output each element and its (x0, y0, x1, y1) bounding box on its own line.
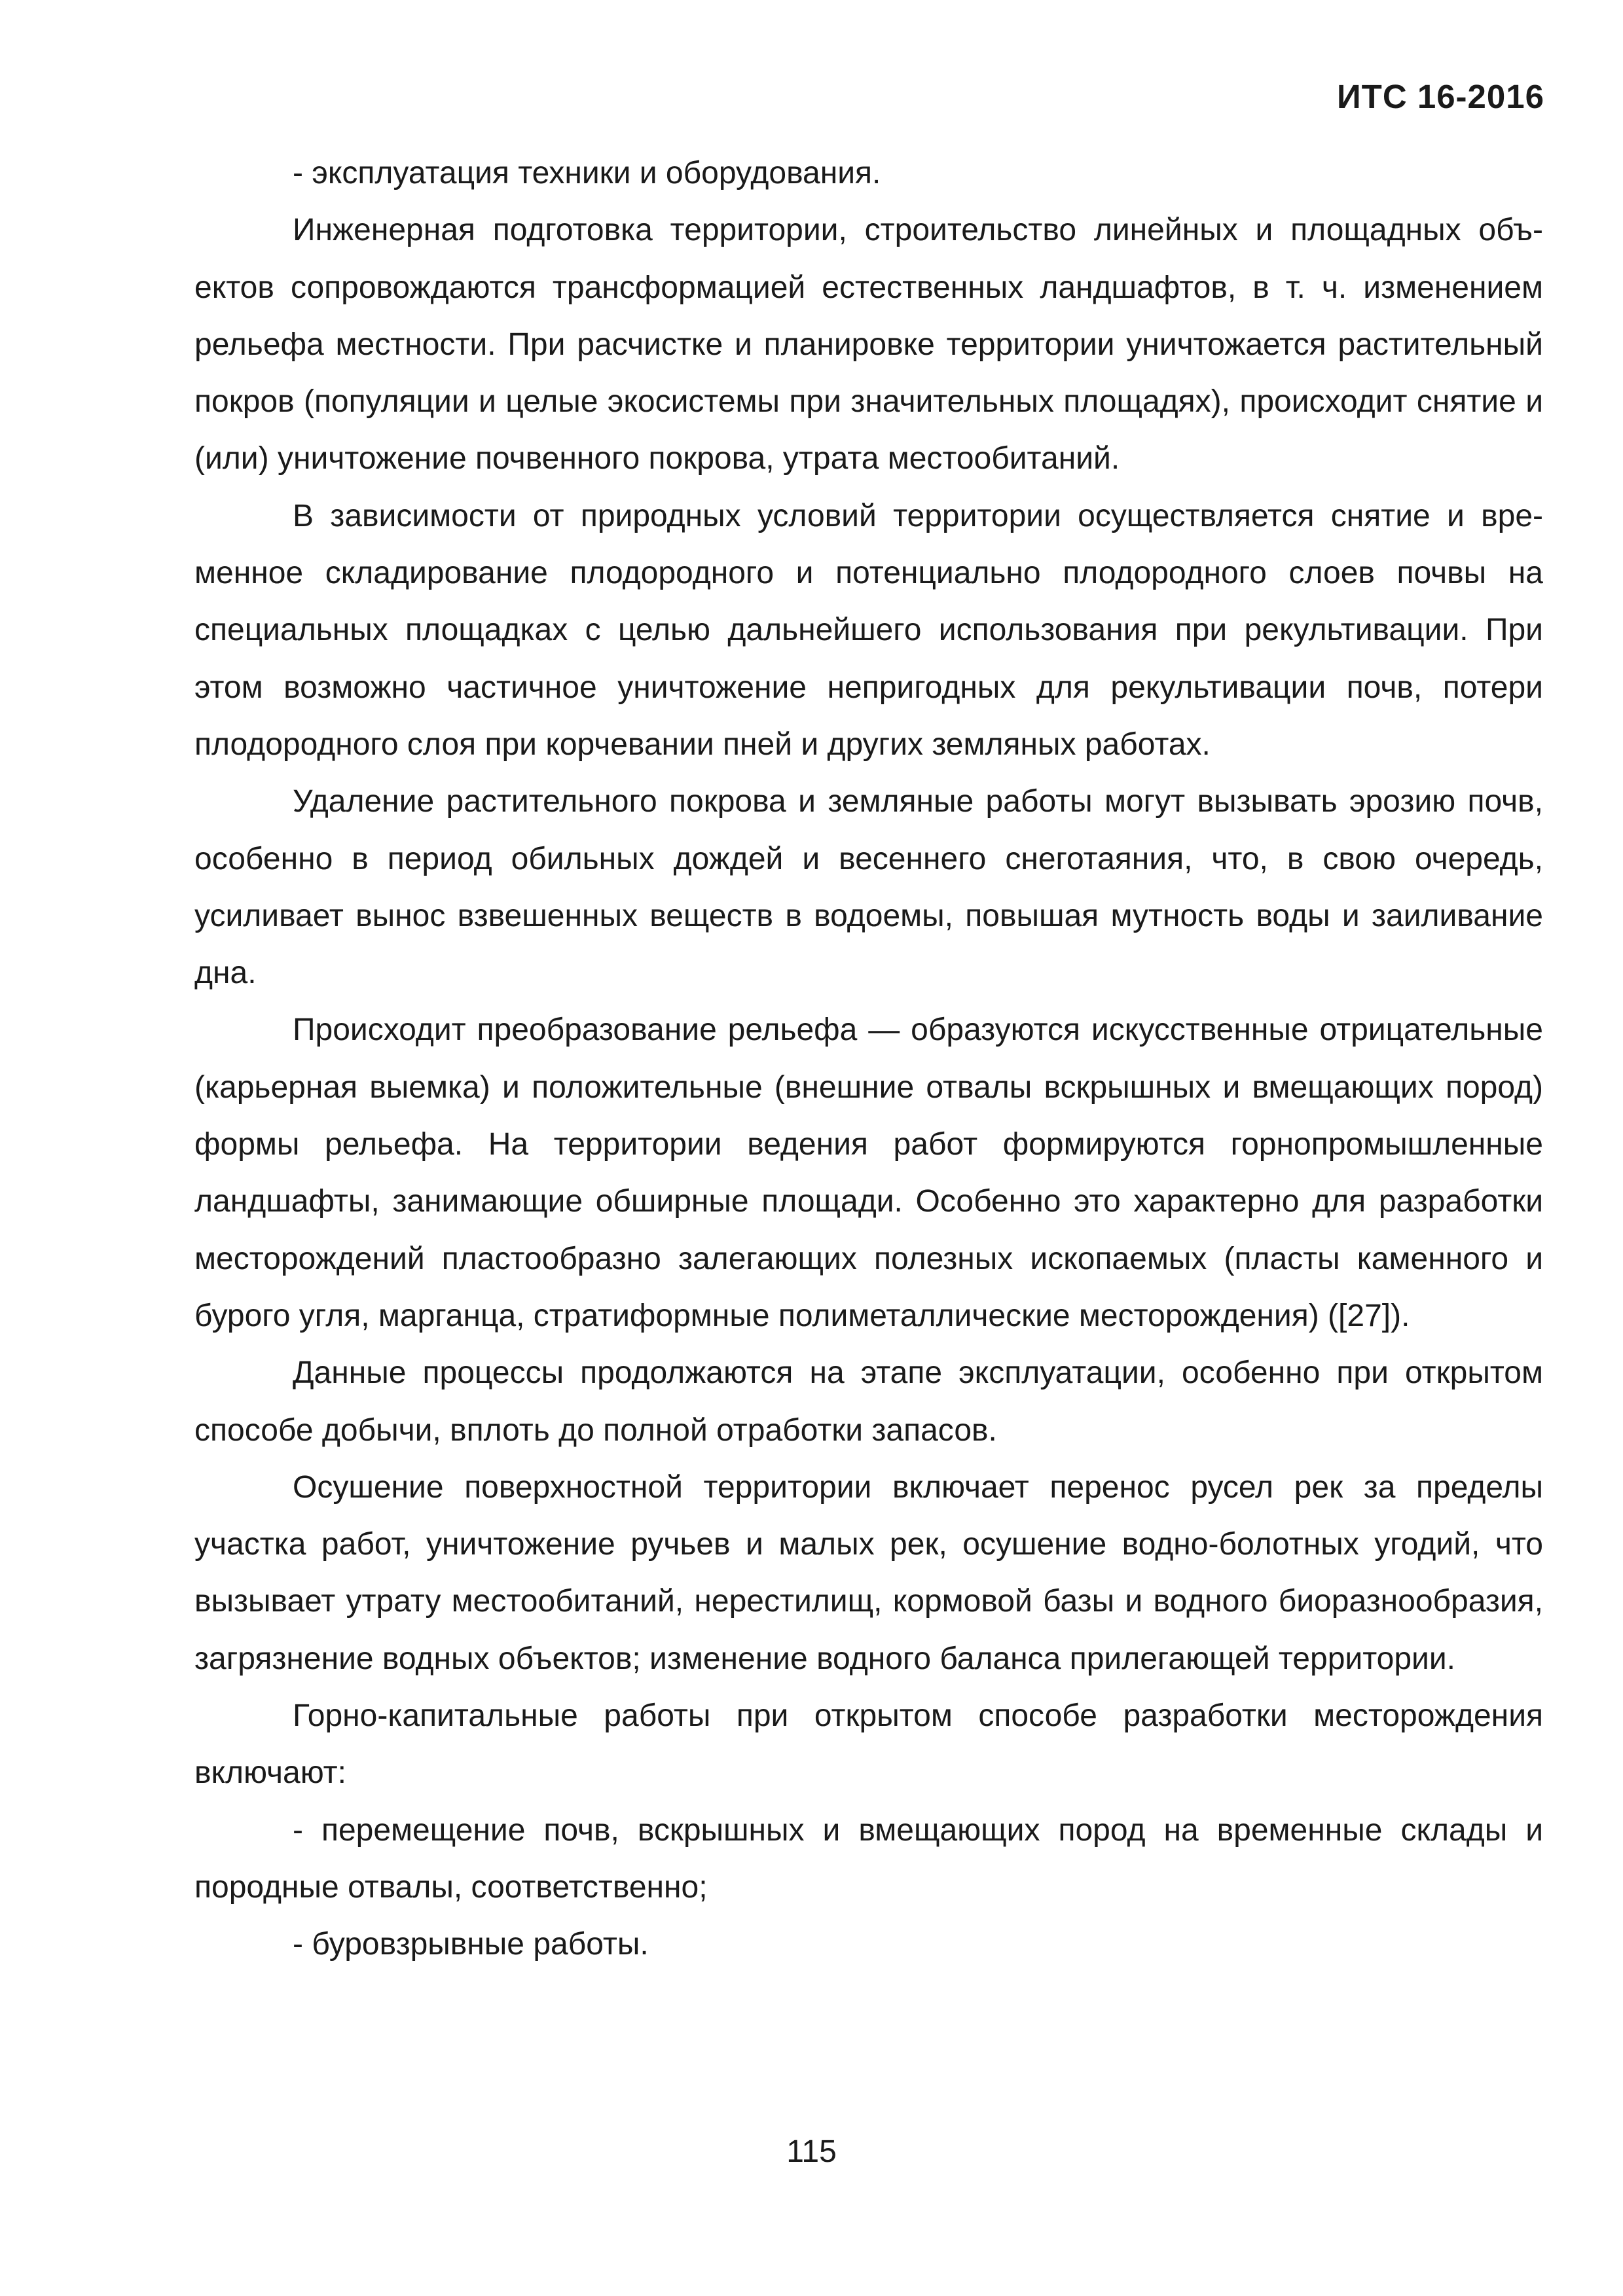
page-number: 115 (786, 2134, 837, 2169)
paragraph: Инженерная подготовка территории, строительство линейных и площадных объектов сопровождаются трансформацией естественных ландшафтов, в т. ч. изменением рельефа местности. При расчистке и планировке территории уничтожается растительный покров (популяции и целые экосистемы при значительных площадях), происходит снятие и (или) уничтожение почвенного покрова, утрата местообитаний. (194, 213, 1543, 476)
paragraph: Осушение поверхностной территории включает перенос русел рек за пределы участка работ, уничтожение ручьев и малых рек, осушение водно-болотных угодий, что вызывает утрату местообитаний, нерестилищ, кормовой базы и водного биоразнообразия, загрязнение водных объектов; изменение водного баланса прилегающей территории. (194, 1469, 1543, 1676)
paragraph: Данные процессы продолжаются на этапе эксплуатации, особенно при открытом способе добычи, вплоть до полной отработки запасов. (194, 1355, 1543, 1448)
paragraph: - буровзрывные работы. (293, 1927, 649, 1962)
paragraph: Удаление растительного покрова и земляные работы могут вызывать эрозию почв, особенно в период обильных дождей и весеннего снеготаяния, что, в свою очередь, усиливает вынос взвешенных веществ в водоемы, повышая мутность воды и заиливание дна. (194, 784, 1543, 991)
paragraph: В зависимости от природных условий территории осуществляется снятие и временное складирование плодородного и потенциально плодородного слоев почвы на специальных площадках с целью дальнейшего использования при рекультивации. При этом возможно частичное уничтожение непригодных для рекультивации почв, потери плодородного слоя при корчевании пней и других земляных работах. (194, 498, 1543, 762)
body-text (194, 145, 1543, 1973)
paragraph: - эксплуатация техники и оборудования. (293, 156, 881, 190)
paragraph: Горно-капитальные работы при открытом способе разработки месторождения включают: (194, 1698, 1543, 1791)
document-code: ИТС 16-2016 (1337, 78, 1544, 115)
paragraph: Происходит преобразование рельефа — образуются искусственные отрицательные (карьерная выемка) и положительные (внешние отвалы вскрышных и вмещающих пород) формы рельефа. На территории ведения работ формируются горнопромышленные ландшафты, занимающие обширные площади. Особенно это характерно для разработки месторождений пластообразно залегающих полезных ископаемых (пласты каменного и бурого угля, марганца, стратиформные полиметаллические месторождения) ([27]). (194, 1013, 1543, 1333)
paragraph: - перемещение почв, вскрышных и вмещающих пород на временные склады и породные отвалы, соответственно; (194, 1812, 1543, 1905)
